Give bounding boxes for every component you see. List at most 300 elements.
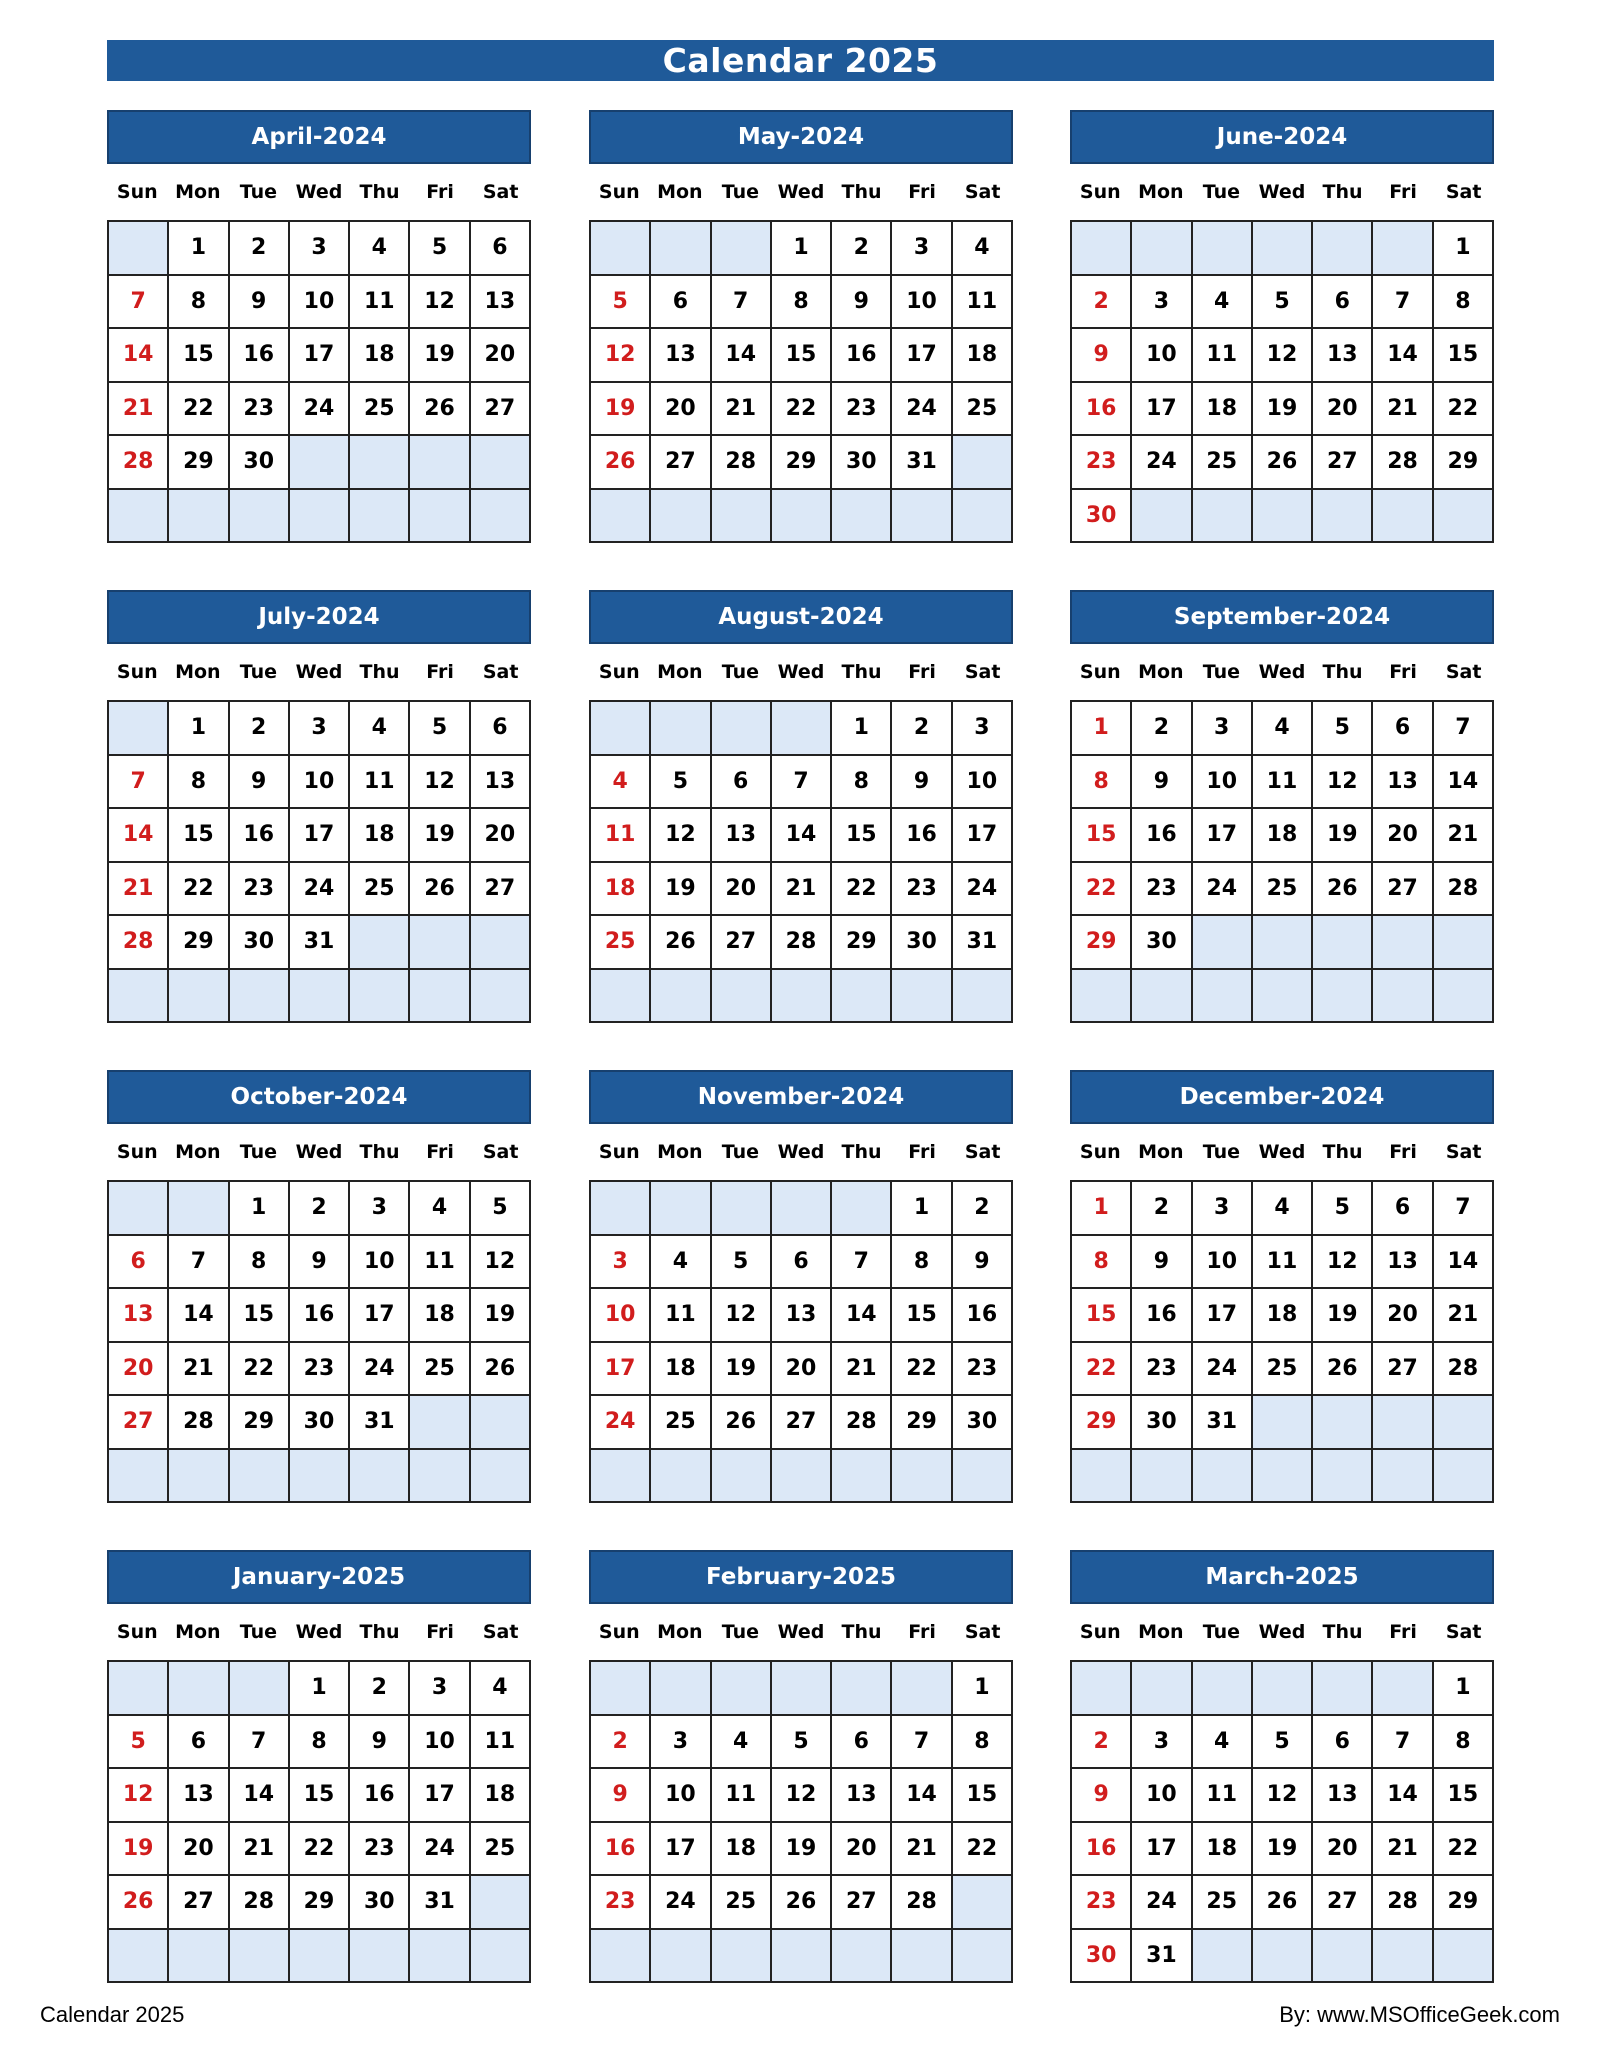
day-cell: 23 (1132, 1343, 1192, 1397)
day-cell: 31 (350, 1396, 410, 1450)
day-cell: 5 (1253, 276, 1313, 330)
month-block (107, 110, 531, 543)
day-cell: 8 (169, 276, 229, 330)
weekday-label: Wed (777, 1621, 825, 1643)
empty-cell (772, 1662, 832, 1716)
weekday-label: Sat (964, 661, 1001, 683)
day-cell: 13 (832, 1769, 892, 1823)
day-cell: 16 (290, 1289, 350, 1343)
day-cell: 12 (591, 329, 651, 383)
empty-cell (230, 490, 290, 544)
weekday-label: Mon (175, 661, 221, 683)
day-cell: 21 (1373, 1823, 1433, 1877)
day-cell: 20 (169, 1823, 229, 1877)
day-cell: 21 (169, 1343, 229, 1397)
weekday-label: Thu (841, 1141, 882, 1163)
empty-cell (1253, 1396, 1313, 1450)
day-cell: 8 (169, 756, 229, 810)
day-cell: 15 (1072, 809, 1132, 863)
day-cell: 20 (651, 383, 711, 437)
day-cell: 5 (772, 1716, 832, 1770)
weekday-label: Sun (598, 1141, 640, 1163)
day-cell: 2 (591, 1716, 651, 1770)
day-cell: 21 (230, 1823, 290, 1877)
day-cell: 15 (832, 809, 892, 863)
weekday-label: Sun (598, 1621, 640, 1643)
day-cell: 26 (471, 1343, 531, 1397)
weekday-label: Fri (426, 1621, 454, 1643)
day-cell: 15 (1434, 329, 1494, 383)
day-grid (107, 220, 531, 543)
empty-cell (772, 1182, 832, 1236)
day-cell: 14 (1373, 329, 1433, 383)
weekday-label: Fri (1389, 661, 1417, 683)
day-cell: 4 (350, 222, 410, 276)
empty-cell (471, 970, 531, 1024)
weekday-label: Fri (908, 1621, 936, 1643)
day-cell: 13 (471, 756, 531, 810)
day-cell: 1 (772, 222, 832, 276)
footer-title: Calendar 2025 (40, 2002, 185, 2027)
weekday-label: Sat (964, 181, 1001, 203)
day-cell: 16 (953, 1289, 1013, 1343)
day-cell: 1 (892, 1182, 952, 1236)
empty-cell (591, 970, 651, 1024)
empty-cell (290, 1450, 350, 1504)
day-cell: 7 (169, 1236, 229, 1290)
empty-cell (953, 970, 1013, 1024)
day-cell: 20 (109, 1343, 169, 1397)
day-cell: 12 (1313, 756, 1373, 810)
day-cell: 7 (230, 1716, 290, 1770)
empty-cell (651, 1450, 711, 1504)
month-header: March-2025 (1070, 1550, 1494, 1604)
day-cell: 26 (1313, 1343, 1373, 1397)
day-cell: 15 (892, 1289, 952, 1343)
day-cell: 28 (772, 916, 832, 970)
day-cell: 9 (591, 1769, 651, 1823)
day-cell: 8 (230, 1236, 290, 1290)
day-cell: 30 (892, 916, 952, 970)
empty-cell (471, 436, 531, 490)
day-cell: 1 (1072, 702, 1132, 756)
empty-cell (1373, 1662, 1433, 1716)
day-cell: 25 (651, 1396, 711, 1450)
empty-cell (1373, 1450, 1433, 1504)
day-cell: 19 (772, 1823, 832, 1877)
day-cell: 17 (410, 1769, 470, 1823)
empty-cell (712, 970, 772, 1024)
empty-cell (1193, 1662, 1253, 1716)
day-cell: 8 (953, 1716, 1013, 1770)
day-grid (589, 1660, 1013, 1983)
day-cell: 22 (1072, 863, 1132, 917)
empty-cell (1313, 916, 1373, 970)
day-cell: 31 (892, 436, 952, 490)
day-cell: 6 (712, 756, 772, 810)
empty-cell (1313, 970, 1373, 1024)
day-cell: 12 (109, 1769, 169, 1823)
day-cell: 24 (591, 1396, 651, 1450)
day-cell: 11 (591, 809, 651, 863)
day-cell: 23 (832, 383, 892, 437)
weekday-label: Tue (1202, 661, 1241, 683)
weekday-label: Mon (657, 661, 703, 683)
day-cell: 25 (712, 1876, 772, 1930)
day-cell: 26 (1253, 436, 1313, 490)
weekday-label: Tue (239, 1141, 278, 1163)
day-cell: 26 (410, 383, 470, 437)
day-cell: 10 (953, 756, 1013, 810)
day-cell: 14 (109, 329, 169, 383)
day-cell: 28 (832, 1396, 892, 1450)
empty-cell (1313, 490, 1373, 544)
day-cell: 7 (772, 756, 832, 810)
day-cell: 28 (109, 436, 169, 490)
weekday-label: Fri (1389, 181, 1417, 203)
empty-cell (1253, 1662, 1313, 1716)
weekday-label: Thu (1322, 181, 1363, 203)
day-cell: 31 (1132, 1930, 1192, 1984)
day-cell: 17 (1132, 383, 1192, 437)
day-cell: 21 (772, 863, 832, 917)
day-cell: 29 (230, 1396, 290, 1450)
day-cell: 13 (169, 1769, 229, 1823)
day-cell: 24 (350, 1343, 410, 1397)
empty-cell (169, 1930, 229, 1984)
day-cell: 11 (350, 756, 410, 810)
empty-cell (772, 1450, 832, 1504)
day-cell: 11 (410, 1236, 470, 1290)
day-cell: 5 (410, 702, 470, 756)
weekday-label: Sat (482, 1141, 519, 1163)
day-cell: 27 (109, 1396, 169, 1450)
empty-cell (350, 970, 410, 1024)
day-cell: 10 (591, 1289, 651, 1343)
day-cell: 30 (290, 1396, 350, 1450)
empty-cell (591, 1662, 651, 1716)
day-cell: 21 (892, 1823, 952, 1877)
day-grid (1070, 1660, 1494, 1983)
day-cell: 10 (350, 1236, 410, 1290)
weekday-label: Thu (1322, 1621, 1363, 1643)
empty-cell (651, 970, 711, 1024)
day-cell: 4 (1253, 1182, 1313, 1236)
weekday-row (1070, 164, 1494, 220)
weekday-row (589, 1124, 1013, 1180)
day-cell: 1 (953, 1662, 1013, 1716)
day-cell: 3 (350, 1182, 410, 1236)
day-cell: 31 (410, 1876, 470, 1930)
weekday-label: Wed (295, 1141, 343, 1163)
day-cell: 5 (109, 1716, 169, 1770)
day-cell: 24 (651, 1876, 711, 1930)
day-cell: 17 (1193, 809, 1253, 863)
day-cell: 22 (169, 863, 229, 917)
empty-cell (832, 1182, 892, 1236)
month-header: May-2024 (589, 110, 1013, 164)
day-cell: 11 (712, 1769, 772, 1823)
empty-cell (410, 436, 470, 490)
empty-cell (651, 702, 711, 756)
day-cell: 11 (1253, 1236, 1313, 1290)
day-cell: 14 (892, 1769, 952, 1823)
weekday-label: Sat (1445, 181, 1482, 203)
empty-cell (832, 1930, 892, 1984)
day-cell: 3 (410, 1662, 470, 1716)
day-cell: 20 (832, 1823, 892, 1877)
weekday-label: Tue (239, 661, 278, 683)
weekday-label: Mon (175, 1141, 221, 1163)
day-cell: 11 (1253, 756, 1313, 810)
day-cell: 20 (1313, 383, 1373, 437)
weekday-label: Wed (777, 1141, 825, 1163)
day-cell: 6 (471, 222, 531, 276)
empty-cell (832, 1450, 892, 1504)
empty-cell (1193, 222, 1253, 276)
empty-cell (1193, 1450, 1253, 1504)
day-cell: 5 (651, 756, 711, 810)
weekday-label: Fri (426, 1141, 454, 1163)
day-cell: 27 (471, 863, 531, 917)
empty-cell (651, 1182, 711, 1236)
day-cell: 8 (1434, 276, 1494, 330)
day-cell: 15 (1434, 1769, 1494, 1823)
empty-cell (651, 222, 711, 276)
empty-cell (892, 490, 952, 544)
day-cell: 26 (109, 1876, 169, 1930)
empty-cell (1132, 1450, 1192, 1504)
day-cell: 14 (169, 1289, 229, 1343)
day-cell: 2 (1072, 276, 1132, 330)
month-block (589, 590, 1013, 1023)
day-cell: 4 (1253, 702, 1313, 756)
day-cell: 27 (1313, 436, 1373, 490)
day-cell: 24 (1132, 1876, 1192, 1930)
day-cell: 7 (1373, 276, 1433, 330)
weekday-label: Sun (598, 661, 640, 683)
day-cell: 6 (651, 276, 711, 330)
empty-cell (471, 1450, 531, 1504)
day-cell: 28 (712, 436, 772, 490)
weekday-label: Tue (721, 181, 760, 203)
weekday-row (1070, 644, 1494, 700)
empty-cell (1313, 1450, 1373, 1504)
day-cell: 4 (712, 1716, 772, 1770)
weekday-label: Wed (1258, 181, 1306, 203)
empty-cell (290, 1930, 350, 1984)
empty-cell (1072, 1450, 1132, 1504)
empty-cell (1373, 970, 1433, 1024)
day-cell: 22 (772, 383, 832, 437)
day-cell: 27 (1373, 1343, 1433, 1397)
day-cell: 14 (1373, 1769, 1433, 1823)
day-cell: 25 (350, 863, 410, 917)
day-cell: 9 (290, 1236, 350, 1290)
empty-cell (410, 916, 470, 970)
day-cell: 14 (1434, 1236, 1494, 1290)
day-cell: 19 (471, 1289, 531, 1343)
weekday-label: Sun (116, 181, 158, 203)
empty-cell (832, 970, 892, 1024)
day-cell: 16 (230, 329, 290, 383)
day-cell: 28 (892, 1876, 952, 1930)
month-block (589, 1550, 1013, 1983)
empty-cell (350, 1930, 410, 1984)
day-cell: 1 (230, 1182, 290, 1236)
day-cell: 13 (1373, 756, 1433, 810)
day-cell: 18 (1193, 383, 1253, 437)
empty-cell (1193, 916, 1253, 970)
day-cell: 10 (290, 756, 350, 810)
day-cell: 7 (1373, 1716, 1433, 1770)
empty-cell (410, 490, 470, 544)
day-cell: 20 (772, 1343, 832, 1397)
month-block (107, 1550, 531, 1983)
day-cell: 3 (651, 1716, 711, 1770)
empty-cell (1193, 490, 1253, 544)
weekday-label: Wed (295, 1621, 343, 1643)
day-cell: 15 (772, 329, 832, 383)
weekday-label: Sat (482, 1621, 519, 1643)
day-cell: 10 (290, 276, 350, 330)
day-cell: 27 (772, 1396, 832, 1450)
day-cell: 30 (230, 916, 290, 970)
empty-cell (1253, 1930, 1313, 1984)
weekday-label: Wed (295, 661, 343, 683)
day-cell: 23 (1132, 863, 1192, 917)
day-cell: 25 (1193, 1876, 1253, 1930)
day-grid (589, 700, 1013, 1023)
empty-cell (1072, 1662, 1132, 1716)
day-cell: 18 (651, 1343, 711, 1397)
empty-cell (591, 222, 651, 276)
empty-cell (290, 970, 350, 1024)
weekday-row (107, 164, 531, 220)
empty-cell (772, 702, 832, 756)
weekday-row (107, 644, 531, 700)
day-cell: 9 (892, 756, 952, 810)
day-cell: 29 (892, 1396, 952, 1450)
day-cell: 17 (591, 1343, 651, 1397)
day-cell: 26 (772, 1876, 832, 1930)
day-cell: 24 (1132, 436, 1192, 490)
day-cell: 7 (712, 276, 772, 330)
empty-cell (1373, 1930, 1433, 1984)
empty-cell (1313, 1662, 1373, 1716)
weekday-label: Mon (1138, 1141, 1184, 1163)
day-cell: 7 (1434, 1182, 1494, 1236)
day-cell: 11 (1193, 329, 1253, 383)
day-cell: 7 (892, 1716, 952, 1770)
day-grid (107, 1180, 531, 1503)
day-cell: 25 (953, 383, 1013, 437)
weekday-label: Thu (359, 181, 400, 203)
weekday-label: Fri (908, 661, 936, 683)
empty-cell (169, 1450, 229, 1504)
weekday-label: Thu (359, 661, 400, 683)
day-cell: 17 (651, 1823, 711, 1877)
day-cell: 2 (230, 702, 290, 756)
weekday-label: Thu (359, 1141, 400, 1163)
day-cell: 16 (1072, 383, 1132, 437)
weekday-label: Sat (482, 181, 519, 203)
day-cell: 12 (1313, 1236, 1373, 1290)
month-header: June-2024 (1070, 110, 1494, 164)
day-cell: 29 (169, 436, 229, 490)
day-cell: 3 (1132, 276, 1192, 330)
empty-cell (892, 1450, 952, 1504)
day-cell: 6 (832, 1716, 892, 1770)
empty-cell (712, 1182, 772, 1236)
day-cell: 21 (712, 383, 772, 437)
day-cell: 9 (230, 276, 290, 330)
month-header: August-2024 (589, 590, 1013, 644)
weekday-label: Mon (657, 1141, 703, 1163)
day-cell: 17 (1193, 1289, 1253, 1343)
empty-cell (1072, 970, 1132, 1024)
day-cell: 12 (410, 756, 470, 810)
day-cell: 21 (109, 863, 169, 917)
weekday-label: Mon (657, 181, 703, 203)
weekday-label: Mon (657, 1621, 703, 1643)
day-cell: 25 (1193, 436, 1253, 490)
weekday-label: Thu (841, 1621, 882, 1643)
day-cell: 27 (1373, 863, 1433, 917)
day-cell: 25 (591, 916, 651, 970)
day-cell: 18 (1253, 1289, 1313, 1343)
day-cell: 22 (892, 1343, 952, 1397)
weekday-label: Sat (964, 1621, 1001, 1643)
weekday-label: Sat (1445, 661, 1482, 683)
day-cell: 15 (230, 1289, 290, 1343)
empty-cell (1132, 490, 1192, 544)
empty-cell (591, 490, 651, 544)
day-cell: 31 (290, 916, 350, 970)
weekday-row (589, 644, 1013, 700)
day-cell: 2 (953, 1182, 1013, 1236)
weekday-label: Sun (116, 1141, 158, 1163)
empty-cell (953, 490, 1013, 544)
day-cell: 16 (892, 809, 952, 863)
day-cell: 28 (1373, 1876, 1433, 1930)
month-block (1070, 1070, 1494, 1503)
empty-cell (953, 1876, 1013, 1930)
empty-cell (591, 1450, 651, 1504)
day-cell: 27 (832, 1876, 892, 1930)
weekday-label: Sun (598, 181, 640, 203)
day-cell: 9 (1072, 1769, 1132, 1823)
weekday-label: Tue (1202, 1141, 1241, 1163)
weekday-label: Tue (721, 1621, 760, 1643)
empty-cell (1434, 1450, 1494, 1504)
day-cell: 13 (1313, 329, 1373, 383)
day-cell: 4 (410, 1182, 470, 1236)
weekday-label: Wed (295, 181, 343, 203)
empty-cell (1434, 490, 1494, 544)
empty-cell (591, 702, 651, 756)
empty-cell (290, 436, 350, 490)
weekday-label: Mon (1138, 181, 1184, 203)
day-cell: 24 (290, 383, 350, 437)
day-cell: 18 (471, 1769, 531, 1823)
day-cell: 22 (832, 863, 892, 917)
day-cell: 16 (591, 1823, 651, 1877)
weekday-label: Wed (1258, 1141, 1306, 1163)
day-cell: 29 (169, 916, 229, 970)
day-cell: 5 (1313, 1182, 1373, 1236)
footer-credit: By: www.MSOfficeGeek.com (1279, 2002, 1560, 2027)
